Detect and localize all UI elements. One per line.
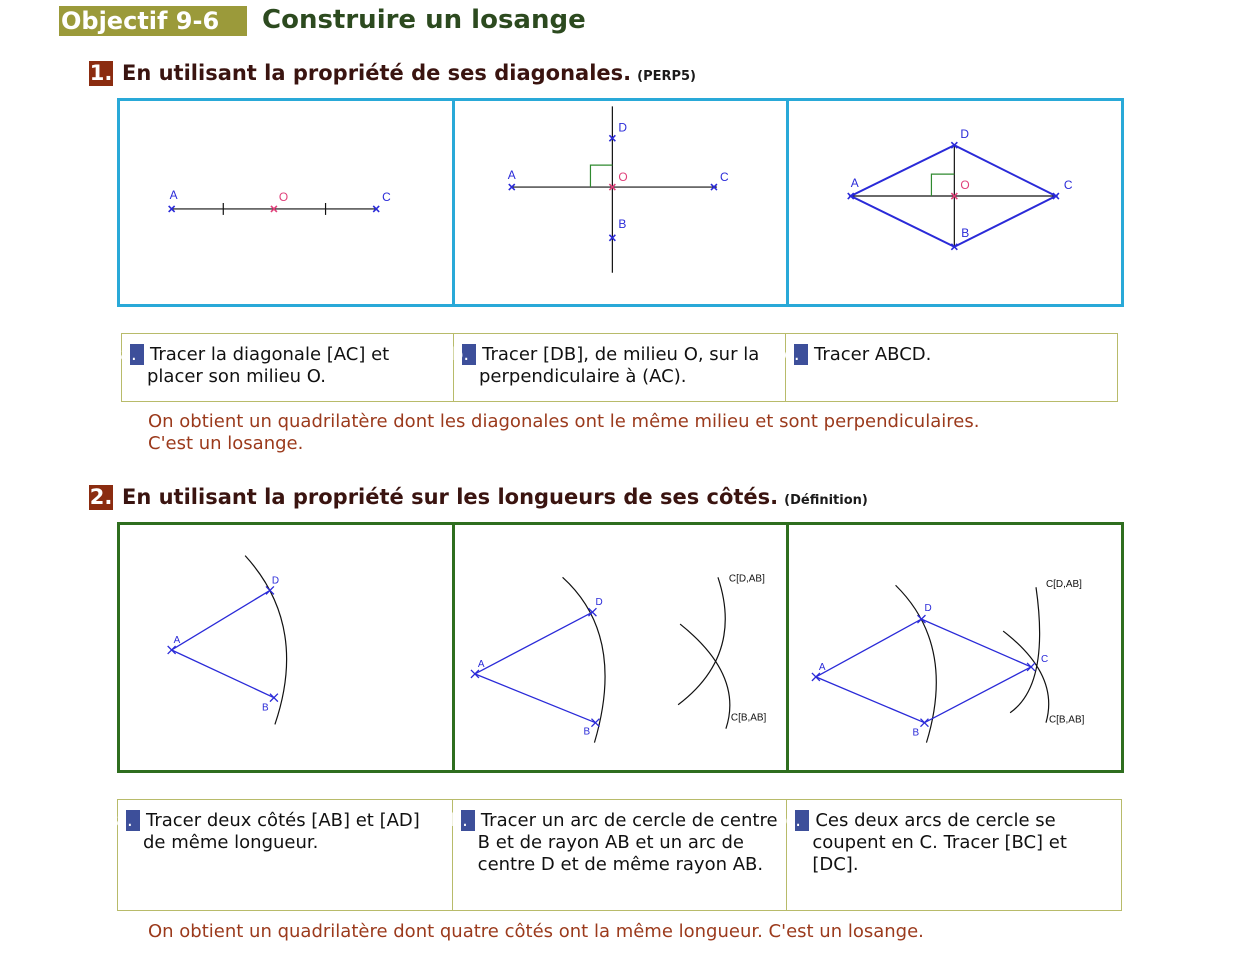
label-arc-d: C[D,AB] <box>728 573 765 585</box>
section-2-title: En utilisant la propriété sur les longueurs de ses côtés. <box>122 485 779 509</box>
figure-2b-drawing <box>455 525 787 770</box>
step-2b <box>452 800 787 910</box>
section-2-steps <box>117 799 1122 911</box>
point-b-cross <box>921 719 929 727</box>
label-d: D <box>618 120 627 135</box>
label-arc-d: C[D,AB] <box>1046 579 1083 591</box>
point-a-cross <box>168 646 176 654</box>
label-a: A <box>507 168 516 183</box>
conclusion-line-2: C'est un losange. <box>148 433 304 454</box>
figure-1a-drawing <box>120 101 452 304</box>
label-o: O <box>278 190 289 205</box>
figure-2b <box>452 525 787 770</box>
label-a: A <box>851 176 860 191</box>
step-letter: a. <box>126 810 140 831</box>
section-2-figures <box>117 522 1124 773</box>
figure-1c-drawing <box>789 101 1121 304</box>
step-text: Tracer [DB], de milieu O, sur la perpendiculaire à (AC). <box>479 344 760 387</box>
point-a-cross <box>812 673 820 681</box>
segment-ad <box>172 590 270 650</box>
step-2c <box>786 800 1121 910</box>
right-angle-mark <box>932 174 955 196</box>
step-letter: a. <box>130 344 144 365</box>
label-o: O <box>618 170 628 185</box>
figure-2c <box>786 525 1121 770</box>
label-c: C <box>382 190 391 205</box>
step-letter: c. <box>794 344 808 365</box>
label-a: A <box>477 658 485 670</box>
point-d-cross <box>918 615 926 623</box>
figure-1b <box>452 101 787 304</box>
point-c-cross <box>1027 663 1035 671</box>
step-1c <box>785 334 1117 401</box>
section-2-tag: (Définition) <box>784 493 868 508</box>
segment-ab <box>475 674 596 723</box>
label-d: D <box>271 575 280 587</box>
figure-1a <box>120 101 452 304</box>
label-a: A <box>819 661 826 673</box>
label-arc-b: C[B,AB] <box>1049 714 1085 726</box>
label-b: B <box>961 225 970 240</box>
point-b-cross <box>591 719 599 727</box>
section-2-number: 2. <box>89 485 113 509</box>
conclusion-line-1: On obtient un quadrilatère dont les diagonales ont le même milieu et sont perpendiculaires. <box>148 411 980 432</box>
section-1-title: En utilisant la propriété de ses diagonales. <box>122 61 632 85</box>
step-text: Ces deux arcs de cercle se coupent en C. Tracer [BC] et [DC]. <box>812 810 1067 875</box>
label-d: D <box>924 603 933 615</box>
label-b: B <box>618 216 626 231</box>
point-d-cross <box>266 586 274 594</box>
section-1-number: 1. <box>89 61 113 85</box>
section-1-steps <box>121 333 1118 402</box>
objective-badge: Objectif 9-6 <box>59 6 247 36</box>
rhombus-abcd <box>816 619 1031 723</box>
figure-2c-drawing <box>789 525 1121 770</box>
step-text: Tracer deux côtés [AB] et [AD] de même longueur. <box>143 810 420 853</box>
section-1-tag: (PERP5) <box>637 69 696 84</box>
section-2-heading <box>122 484 868 514</box>
label-a: A <box>169 188 178 203</box>
section-1-figures <box>117 98 1124 307</box>
label-o: O <box>960 178 970 193</box>
step-text: Tracer la diagonale [AC] et placer son milieu O. <box>147 344 390 387</box>
step-text: Tracer ABCD. <box>814 344 932 365</box>
figure-1b-drawing <box>455 101 787 304</box>
label-d: D <box>960 127 970 142</box>
label-d: D <box>595 597 603 609</box>
point-b-cross <box>270 694 278 702</box>
step-1b <box>453 334 785 401</box>
segment-ab <box>172 650 274 698</box>
figure-2a <box>120 525 452 770</box>
label-c: C <box>719 170 729 185</box>
label-b: B <box>912 727 920 739</box>
step-letter: b. <box>461 810 475 831</box>
label-c: C <box>1041 653 1049 665</box>
step-text: Tracer un arc de cercle de centre B et de rayon AB et un arc de centre D et de même rayon AB. <box>477 810 778 875</box>
arc-center-b <box>1003 631 1049 723</box>
arc-center-b <box>680 624 730 729</box>
section-2-conclusion: On obtient un quadrilatère dont quatre côtés ont la même longueur. C'est un losange. <box>148 921 924 942</box>
right-angle-mark <box>590 165 612 187</box>
label-arc-b: C[B,AB] <box>730 712 766 724</box>
arc-center-d <box>678 577 725 704</box>
section-1-heading <box>122 60 696 90</box>
page-title: Construire un losange <box>262 5 586 35</box>
label-b: B <box>262 702 269 714</box>
step-letter: c. <box>795 810 809 831</box>
label-c: C <box>1064 178 1073 193</box>
arc-center-a <box>245 556 287 725</box>
step-2a <box>118 800 452 910</box>
segment-ad <box>475 612 593 674</box>
step-1a <box>122 334 453 401</box>
label-b: B <box>583 726 590 738</box>
figure-2a-drawing <box>120 525 452 770</box>
section-1-conclusion <box>148 411 979 455</box>
point-a-cross <box>471 670 479 678</box>
step-letter: b. <box>462 344 476 365</box>
label-a: A <box>173 635 181 647</box>
figure-1c <box>786 101 1121 304</box>
